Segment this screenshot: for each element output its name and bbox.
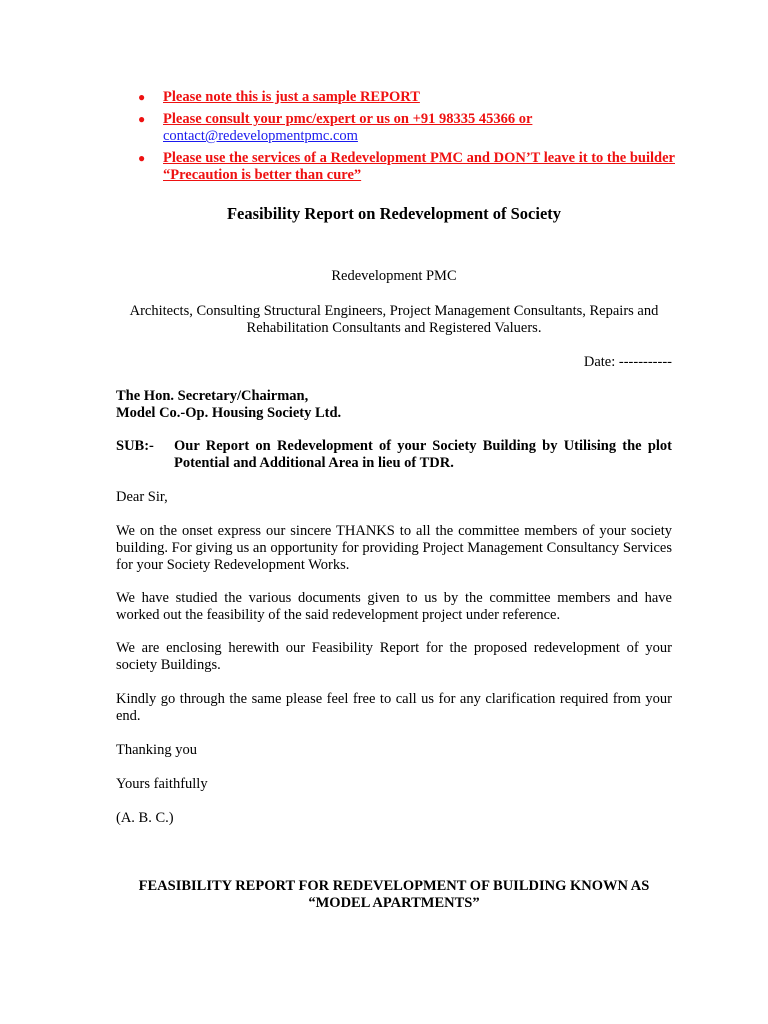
letter-paragraph: Kindly go through the same please feel free to call us for any clarification required from your end.: [116, 691, 672, 724]
report-title: Feasibility Report on Redevelopment of Society: [226, 204, 562, 223]
report-heading-line: FEASIBILITY REPORT FOR REDEVELOPMENT OF BUILDING KNOWN AS: [138, 878, 650, 894]
contact-email-link[interactable]: contact@redevelopmentpmc.com: [163, 128, 358, 144]
notice-item: [138, 111, 683, 145]
notice-item: [138, 89, 683, 106]
addressee-line: The Hon. Secretary/Chairman,: [116, 388, 309, 404]
addressee: [116, 388, 672, 422]
notice-text: Please use the services of a Redevelopment PMC and DON’T leave it to the builder “Precaution is better than cure”: [163, 150, 675, 183]
notice-text: Please consult your pmc/expert or us on +91 98335 45366 or: [163, 111, 533, 127]
letter-paragraph: We on the onset express our sincere THANKS to all the committee members of your society building. For giving us an opportunity for providing Project Management Consultancy Services for your Society Redevelopment Works.: [116, 523, 672, 573]
addressee-line: Model Co.-Op. Housing Society Ltd.: [116, 405, 342, 421]
signature: (A. B. C.): [116, 810, 174, 826]
letter-paragraph: We have studied the various documents given to us by the committee members and have worked out the feasibility of the said redevelopment project under reference.: [116, 590, 672, 623]
bullet-icon: ●: [138, 112, 146, 126]
bullet-icon: ●: [138, 151, 146, 165]
closing-line: Yours faithfully: [116, 776, 208, 792]
sample-notice-list: [138, 89, 683, 189]
notice-item: [138, 150, 683, 184]
thanks-line: Thanking you: [116, 742, 197, 758]
date-line: Date: -----------: [583, 354, 672, 370]
salutation: Dear Sir,: [116, 489, 168, 505]
subject-label: SUB:-: [116, 438, 154, 454]
report-heading-line: “MODEL APARTMENTS”: [308, 895, 480, 911]
letter-paragraph: We are enclosing herewith our Feasibility Report for the proposed redevelopment of your society Buildings.: [116, 640, 672, 673]
notice-text: Please note this is just a sample REPORT: [163, 89, 420, 105]
report-heading: [116, 878, 672, 912]
firm-services: Architects, Consulting Structural Engineers, Project Management Consultants, Repairs and Rehabilitation Consultants and Registered Valuers.: [129, 303, 659, 336]
subject-text: Our Report on Redevelopment of your Society Building by Utilising the plot Potential and Additional Area in lieu of TDR.: [174, 438, 672, 471]
bullet-icon: ●: [138, 90, 146, 104]
subject-line: [116, 438, 672, 472]
firm-name: Redevelopment PMC: [331, 268, 457, 284]
